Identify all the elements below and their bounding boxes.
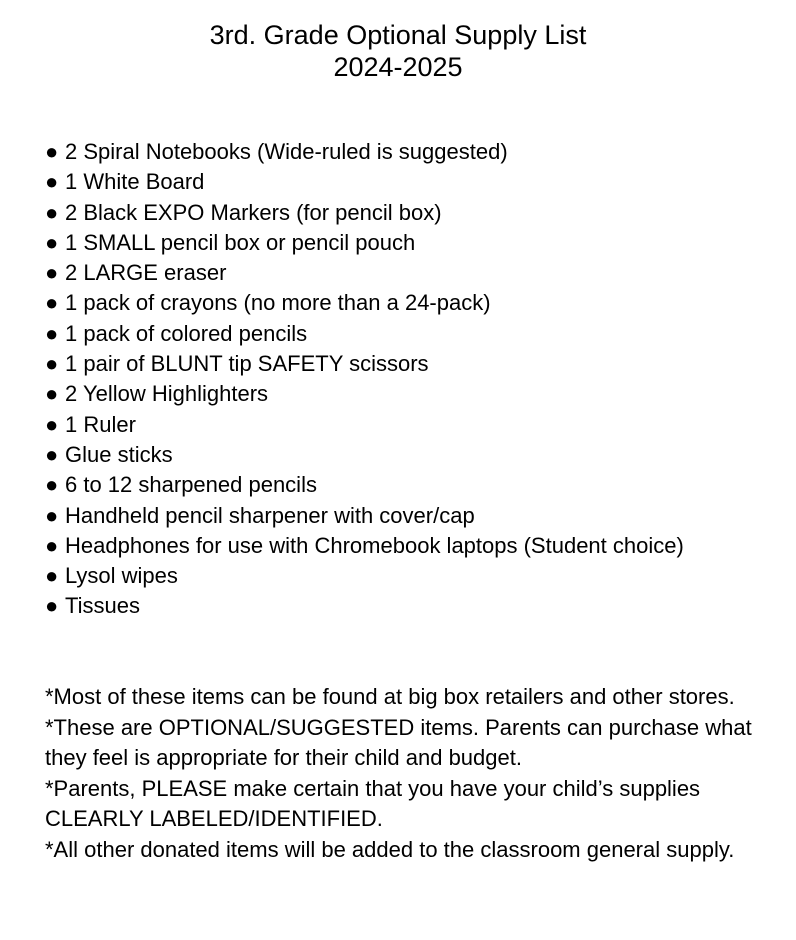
- bullet-icon: ●: [45, 351, 59, 377]
- bullet-icon: ●: [45, 441, 59, 467]
- list-item: [45, 470, 684, 500]
- supply-list: [45, 137, 684, 622]
- bullet-icon: ●: [45, 260, 59, 286]
- list-item: [45, 137, 684, 167]
- supply-item-text: 1 SMALL pencil box or pencil pouch: [65, 229, 416, 255]
- bullet-icon: ●: [45, 169, 59, 195]
- note-donations: *All other donated items will be added to the classroom general supply.: [45, 836, 735, 862]
- supply-item-text: Handheld pencil sharpener with cover/cap: [65, 502, 475, 528]
- list-item: [45, 591, 684, 621]
- supply-item-text: Headphones for use with Chromebook laptops (Student choice): [65, 532, 684, 558]
- supply-item-text: 2 Black EXPO Markers (for pencil box): [65, 199, 442, 225]
- bullet-icon: ●: [45, 563, 59, 589]
- note-optional-items: *These are OPTIONAL/SUGGESTED items. Parents can purchase what they feel is appropriate for their child and budget.: [45, 714, 752, 770]
- list-item: [45, 561, 684, 591]
- list-item: [45, 440, 684, 470]
- list-item: [45, 319, 684, 349]
- bullet-icon: ●: [45, 320, 59, 346]
- supply-item-text: 2 LARGE eraser: [65, 260, 227, 286]
- supply-item-text: 1 pair of BLUNT tip SAFETY scissors: [65, 351, 429, 377]
- bullet-icon: ●: [45, 593, 59, 619]
- bullet-icon: ●: [45, 199, 59, 225]
- page-title: [0, 19, 796, 83]
- list-item: [45, 410, 684, 440]
- school-year: 2024-2025: [333, 52, 463, 82]
- supply-item-text: 2 Spiral Notebooks (Wide-ruled is suggested): [65, 139, 508, 164]
- supply-item-text: Lysol wipes: [65, 563, 178, 589]
- bullet-icon: ●: [45, 381, 59, 407]
- note-retailers: *Most of these items can be found at big box retailers and other stores.: [45, 684, 735, 709]
- supply-item-text: 1 pack of crayons (no more than a 24-pack): [65, 290, 491, 316]
- supply-item-text: 1 pack of colored pencils: [65, 320, 308, 346]
- list-item: [45, 501, 684, 531]
- supply-item-text: Glue sticks: [65, 441, 173, 467]
- list-item: [45, 288, 684, 318]
- supply-item-text: 1 Ruler: [65, 411, 136, 437]
- supply-item-text: 2 Yellow Highlighters: [65, 381, 269, 407]
- supply-item-text: 1 White Board: [65, 169, 205, 195]
- bullet-icon: ●: [45, 290, 59, 316]
- bullet-icon: ●: [45, 139, 59, 164]
- document-title: 3rd. Grade Optional Supply List: [209, 20, 587, 50]
- list-item: [45, 379, 684, 409]
- list-item: [45, 167, 684, 197]
- bullet-icon: ●: [45, 229, 59, 255]
- note-labeling: *Parents, PLEASE make certain that you have your child’s supplies CLEARLY LABELED/IDENTIFIED.: [45, 775, 701, 831]
- list-item: [45, 349, 684, 379]
- list-item: [45, 258, 684, 288]
- supply-item-text: 6 to 12 sharpened pencils: [65, 472, 317, 498]
- supply-item-text: Tissues: [65, 593, 140, 619]
- list-item: [45, 228, 684, 258]
- bullet-icon: ●: [45, 502, 59, 528]
- notes-section: [45, 682, 755, 865]
- bullet-icon: ●: [45, 411, 59, 437]
- bullet-icon: ●: [45, 532, 59, 558]
- bullet-icon: ●: [45, 472, 59, 498]
- list-item: [45, 531, 684, 561]
- list-item: [45, 198, 684, 228]
